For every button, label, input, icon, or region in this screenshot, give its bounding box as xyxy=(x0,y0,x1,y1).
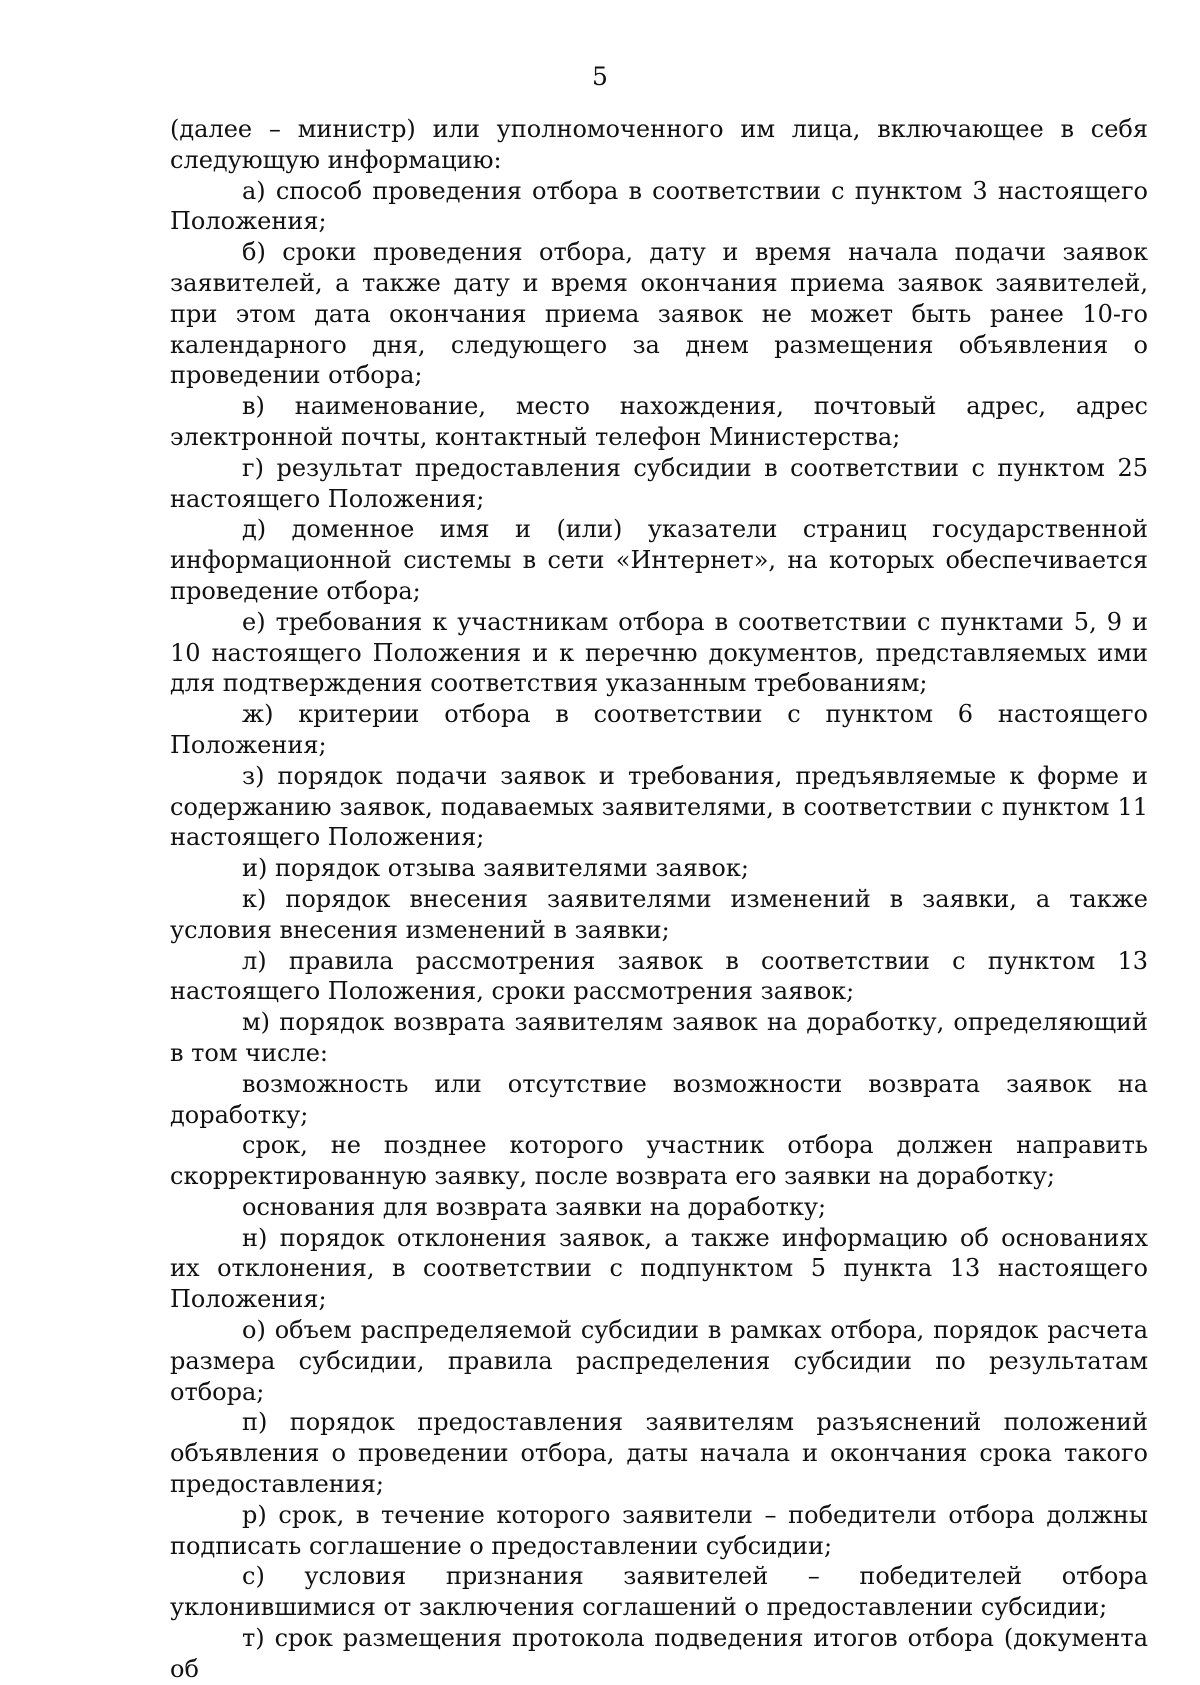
paragraph-item-a: а) способ проведения отбора в соответствии с пунктом 3 настоящего Положения; xyxy=(170,176,1148,236)
paragraph-item-zh: ж) критерии отбора в соответствии с пунктом 6 настоящего Положения; xyxy=(170,700,1148,759)
page-number: 5 xyxy=(592,62,608,91)
paragraph-sub-item: срок, не позднее которого участник отбора должен направить скорректированную заявку, после возврата его заявки на доработку; xyxy=(170,1131,1148,1191)
paragraph-item-g: г) результат предоставления субсидии в соответствии с пунктом 25 настоящего Положения; xyxy=(170,453,1148,513)
paragraph-item-r: р) срок, в течение которого заявители – победители отбора должны подписать соглашение о предоставлении субсидии; xyxy=(170,1500,1148,1560)
paragraph-continuation: (далее – министр) или уполномоченного им лица, включающее в себя следующую информацию: xyxy=(170,115,1148,174)
paragraph-sub-item: возможность или отсутствие возможности возврата заявок на доработку; xyxy=(170,1069,1148,1129)
paragraph-item-z: з) порядок подачи заявок и требования, предъявляемые к форме и содержанию заявок, подаваемых заявителями, в соответствии с пунктом 11 настоящего Положения; xyxy=(170,761,1148,852)
paragraph-item-d: д) доменное имя и (или) указатели страниц государственной информационной системы в сети «Интернет», на которых обеспечивается проведение отбора; xyxy=(170,515,1148,605)
paragraph-item-p: п) порядок предоставления заявителям разъяснений положений объявления о проведении отбора, даты начала и окончания срока такого предоставления; xyxy=(170,1408,1148,1499)
paragraph-item-v: в) наименование, место нахождения, почтовый адрес, адрес электронной почты, контактный телефон Министерства; xyxy=(170,392,1148,451)
paragraph-item-n: н) порядок отклонения заявок, а также информацию об основаниях их отклонения, в соответствии с подпунктом 5 пункта 13 настоящего Положения; xyxy=(170,1223,1148,1314)
paragraph-item-k: к) порядок внесения заявителями изменений в заявки, а также условия внесения изменений в заявки; xyxy=(170,884,1148,944)
paragraph-item-o: о) объем распределяемой субсидии в рамках отбора, порядок расчета размера субсидии, правила распределения субсидии по результатам отбора; xyxy=(170,1316,1148,1406)
paragraph-item-e: е) требования к участникам отбора в соответствии с пунктами 5, 9 и 10 настоящего Положения и к перечню документов, представляемых ими для подтверждения соответствия указанным требованиям; xyxy=(170,607,1148,698)
paragraph-item-t: т) срок размещения протокола подведения итогов отбора (документа об xyxy=(170,1624,1148,1683)
document-body xyxy=(170,114,1148,1685)
paragraph-item-s: с) условия признания заявителей – победителей отбора уклонившимися от заключения соглашений о предоставлении субсидии; xyxy=(170,1562,1148,1622)
paragraph-sub-item: основания для возврата заявки на доработку; xyxy=(242,1192,827,1221)
paragraph-item-i: и) порядок отзыва заявителями заявок; xyxy=(242,854,749,883)
paragraph-item-l: л) правила рассмотрения заявок в соответствии с пунктом 13 настоящего Положения, сроки рассмотрения заявок; xyxy=(170,946,1148,1006)
paragraph-item-m: м) порядок возврата заявителям заявок на доработку, определяющий в том числе: xyxy=(170,1008,1148,1067)
paragraph-item-b: б) сроки проведения отбора, дату и время начала подачи заявок заявителей, а также дату и время окончания приема заявок заявителей, при этом дата окончания приема заявок не может быть ранее 10-го календарного дня, следующего за днем размещения объявления о проведении отбора; xyxy=(170,238,1148,390)
